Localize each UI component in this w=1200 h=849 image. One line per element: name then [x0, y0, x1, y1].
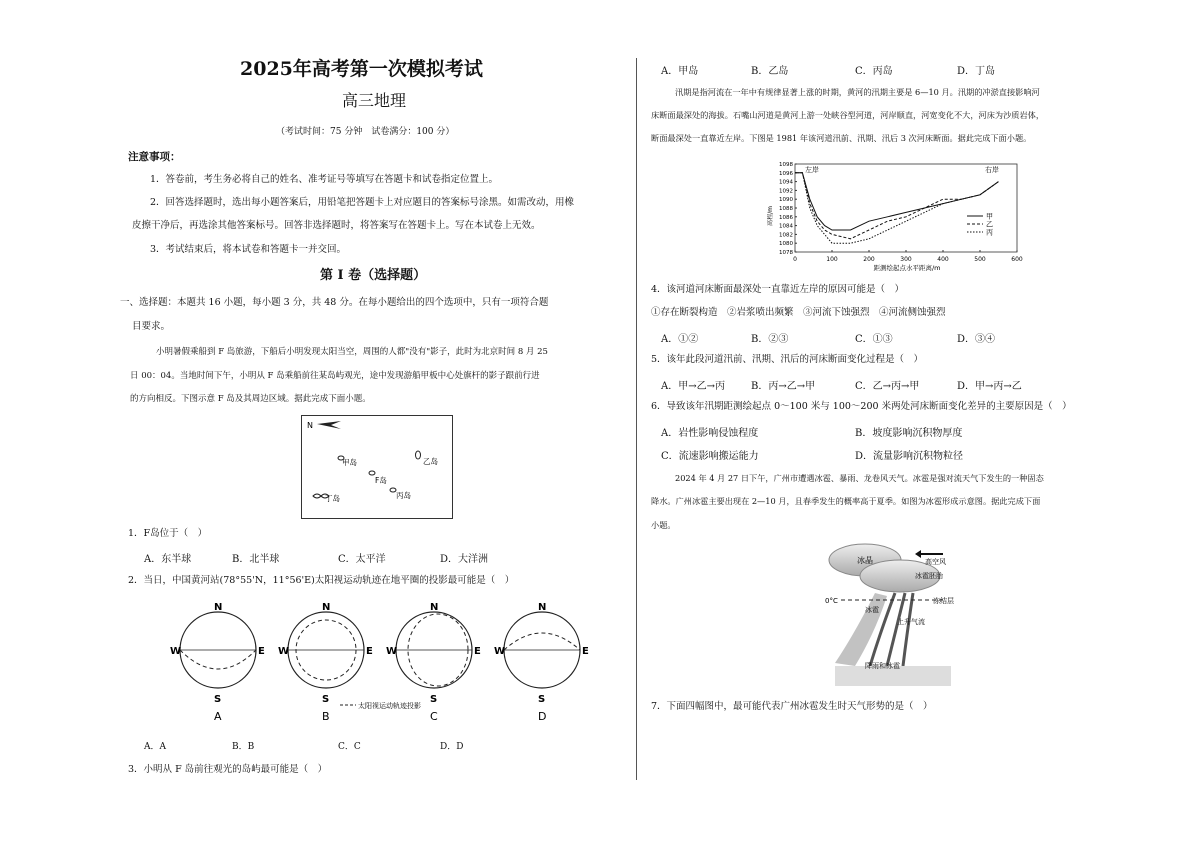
- notice-item-1: 1．答卷前，考生务必将自己的姓名、准考证号等填写在答题卡和试卷指定位置上。: [150, 174, 499, 185]
- q1-option-b[interactable]: B．北半球: [232, 554, 280, 565]
- label-embryo: 冰雹胚胎: [915, 572, 943, 580]
- q6-option-c[interactable]: C．流速影响搬运能力: [661, 451, 759, 462]
- map-north-label: N: [307, 421, 313, 430]
- notice-item-3: 3．考试结束后，将本试卷和答题卡一并交回。: [150, 244, 347, 255]
- sun-path-d-letter: D: [538, 710, 547, 723]
- q3-option-b[interactable]: B．乙岛: [751, 66, 789, 77]
- hail-diagram: [825, 538, 965, 690]
- q2-option-a[interactable]: A．A: [144, 742, 166, 752]
- q6-option-b[interactable]: B．坡度影响沉积物厚度: [855, 428, 963, 439]
- svg-text:E: E: [366, 646, 373, 657]
- exam-meta: （考试时间：75 分钟 试卷满分：100 分）: [276, 127, 455, 137]
- map-frame: [302, 416, 453, 519]
- rain-band: [835, 593, 887, 666]
- label-updraft: 上升气流: [897, 618, 925, 626]
- x-tick-label: 0: [793, 256, 797, 263]
- svg-text:W: W: [278, 646, 290, 657]
- legend-label: 乙: [986, 220, 993, 229]
- q2-option-c[interactable]: C．C: [338, 742, 361, 752]
- svg-text:E: E: [258, 646, 265, 657]
- section-title: 第 I 卷（选择题）: [320, 268, 427, 283]
- sun-path-a-letter: A: [214, 710, 222, 723]
- q4-option-a[interactable]: A．①②: [661, 334, 699, 345]
- svg-text:S: S: [322, 694, 330, 705]
- exam-title: 2025年高考第一次模拟考试: [240, 58, 483, 80]
- q5-option-b[interactable]: B．丙→乙→甲: [751, 381, 816, 392]
- q4-option-d[interactable]: D．③④: [957, 334, 996, 345]
- q1-option-a[interactable]: A．东半球: [144, 554, 192, 565]
- exam-subject: 高三地理: [342, 91, 407, 110]
- x-tick-label: 200: [863, 256, 875, 263]
- q3-stem: 3．小明从 F 岛前往观光的岛屿最可能是（ ）: [128, 764, 328, 775]
- q1-option-d[interactable]: D．大洋洲: [440, 554, 489, 565]
- q4-items: ①存在断裂构造 ②岩浆喷出频繁 ③河流下蚀强烈 ④河流侧蚀强烈: [651, 307, 946, 318]
- x-tick-label: 300: [900, 256, 912, 263]
- svg-text:E: E: [474, 646, 481, 657]
- svg-text:E: E: [582, 646, 589, 657]
- island-f-label: F岛: [375, 476, 387, 485]
- passage3-b: 降水。广州冰雹主要出现在 2—10 月，且春季发生的概率高于夏季。如图为冰雹形成示意图。据此完成下面: [651, 496, 1041, 506]
- q4-stem: 4．该河道河床断面最深处一直靠近左岸的原因可能是（ ）: [651, 284, 905, 295]
- passage1-c: 的方向相反。下图示意 F 岛及其周边区域。据此完成下面小题。: [130, 394, 371, 404]
- sun-path-legend: 太阳视运动轨迹投影: [358, 702, 421, 710]
- q2-stem: 2．当日，中国黄河站(78°55'N，11°56'E)太阳视运动轨迹在地平圈的投影最可能是（ ）: [128, 575, 515, 586]
- passage1-b: 日 00：04。当地时间下午，小明从 F 岛乘船前往某岛屿观光，途中发现游船甲板中心处旗杆的影子跟前行进: [130, 371, 540, 381]
- q5-option-a[interactable]: A．甲→乙→丙: [661, 381, 725, 392]
- svg-text:W: W: [494, 646, 506, 657]
- x-tick-label: 100: [826, 256, 838, 263]
- q3-option-d[interactable]: D．丁岛: [957, 66, 996, 77]
- notice-heading: 注意事项：: [128, 151, 181, 163]
- left-bank-label: 左岸: [805, 166, 819, 174]
- passage2-a: 汛期是指河流在一年中有规律显著上涨的时期，黄河的汛期主要是 6—10 月。汛期的冲淤直接影响河: [675, 87, 1040, 97]
- svg-text:S: S: [430, 694, 438, 705]
- y-tick-label: 1080: [779, 241, 793, 248]
- q6-option-a[interactable]: A．岩性影响侵蚀程度: [661, 428, 759, 439]
- y-tick-label: 1078: [779, 250, 793, 256]
- svg-text:N: N: [214, 602, 223, 613]
- svg-text:N: N: [322, 602, 331, 613]
- q1-stem: 1．F岛位于（ ）: [128, 528, 208, 539]
- x-tick-label: 500: [974, 256, 986, 263]
- island-yi-label: 乙岛: [423, 457, 438, 466]
- island-map: [301, 415, 453, 519]
- sun-path-a: [170, 602, 265, 723]
- q7-stem: 7．下面四幅图中，最可能代表广州冰雹发生时天气形势的是（ ）: [651, 701, 933, 712]
- section-intro-b: 目要求。: [132, 321, 171, 332]
- y-tick-label: 1084: [779, 223, 793, 230]
- plot-frame: [795, 164, 1017, 252]
- y-tick-label: 1086: [779, 214, 793, 221]
- svg-text:W: W: [170, 646, 182, 657]
- y-tick-label: 1098: [779, 162, 793, 168]
- y-tick-label: 1092: [779, 188, 793, 195]
- island-bing-label: 丙岛: [396, 491, 411, 500]
- y-axis-label: 高程/m: [767, 206, 774, 226]
- label-wind: 高空风: [925, 558, 946, 566]
- passage1-a: 小明暑假乘船到 F 岛旅游，下船后小明发现太阳当空，周围的人都"没有"影子，此时为北京时间 8 月 25: [156, 347, 548, 357]
- q2-option-b[interactable]: B．B: [232, 742, 255, 752]
- riverbed-chart: [767, 156, 1027, 274]
- y-tick-label: 1088: [779, 206, 793, 212]
- passage2-b: 床断面最深处的海拔。石嘴山河道是黄河上游一处峡谷型河道，河岸顺直，河宽变化不大，河床为沙质岩体，: [651, 110, 1045, 120]
- q4-option-c[interactable]: C．①③: [855, 334, 893, 345]
- q2-option-d[interactable]: D．D: [440, 742, 464, 752]
- q3-option-c[interactable]: C．丙岛: [855, 66, 893, 77]
- x-axis-label: 距测绘起点水平距离/m: [873, 264, 941, 272]
- chart-legend: [967, 213, 993, 237]
- q3-option-a[interactable]: A．甲岛: [661, 66, 699, 77]
- notice-item-2a: 2．回答选择题时，选出每小题答案后，用铅笔把答题卡上对应题目的答案标号涂黑。如需改动，用橡: [150, 197, 575, 208]
- notice-item-2b: 皮擦干净后，再选涂其他答案标号。回答非选择题时，将答案写在答题卡上。写在本试卷上无效。: [132, 220, 541, 231]
- passage3-c: 小题。: [651, 520, 676, 530]
- q5-stem: 5．该年此段河道汛前、汛期、汛后的河床断面变化过程是（ ）: [651, 354, 924, 365]
- y-tick-label: 1096: [779, 170, 793, 177]
- svg-text:N: N: [430, 602, 439, 613]
- series-line-甲: [795, 173, 999, 230]
- label-rain: 降雨和冰雹: [865, 662, 900, 670]
- q6-stem: 6．导致该年汛期距测绘起点 0～100 米与 100～200 米两处河床断面变化差异的主要原因是（ ）: [651, 401, 1072, 412]
- svg-text:N: N: [538, 602, 547, 613]
- y-tick-label: 1082: [779, 232, 793, 239]
- passage2-c: 断面最深处一直靠近左岸。下图是 1981 年该河道汛前、汛期、汛后 3 次河床断面。据此完成下面小题。: [651, 133, 1032, 143]
- series-line-丙: [795, 173, 999, 243]
- label-ice: 冰晶: [857, 556, 873, 565]
- right-bank-label: 右岸: [985, 166, 999, 174]
- label-zero: 0°C: [825, 597, 838, 605]
- svg-text:S: S: [214, 694, 222, 705]
- sun-path-c-letter: C: [430, 710, 438, 723]
- updraft-arrow-3: [903, 593, 913, 666]
- island-jia-label: 甲岛: [342, 458, 357, 467]
- legend-label: 甲: [986, 212, 993, 221]
- q5-option-d[interactable]: D．甲→丙→乙: [957, 381, 1022, 392]
- sun-path-diagrams: [170, 598, 590, 728]
- x-tick-label: 600: [1011, 256, 1023, 263]
- q6-option-d[interactable]: D．流量影响沉积物粒径: [855, 451, 964, 462]
- series-line-乙: [795, 173, 999, 239]
- label-hail: 冰雹: [865, 606, 879, 614]
- column-divider: [636, 58, 637, 780]
- sun-path-d: [494, 602, 589, 723]
- passage3-a: 2024 年 4 月 27 日下午，广州市遭遇冰雹、暴雨、龙卷风天气。冰雹是强对流天气下发生的一种固态: [675, 473, 1044, 483]
- sun-path-b-letter: B: [322, 710, 330, 723]
- q5-option-c[interactable]: C．乙→丙→甲: [855, 381, 920, 392]
- svg-text:W: W: [386, 646, 398, 657]
- label-freeze: 冻结层: [933, 597, 954, 605]
- svg-text:S: S: [538, 694, 546, 705]
- island-ding-label: 丁岛: [325, 494, 340, 503]
- legend-label: 丙: [986, 228, 993, 237]
- y-tick-label: 1090: [779, 197, 793, 204]
- x-tick-label: 400: [937, 256, 949, 263]
- section-intro-a: 一、选择题：本题共 16 小题，每小题 3 分，共 48 分。在每小题给出的四个选项中，只有一项符合题: [120, 297, 549, 308]
- q1-option-c[interactable]: C．太平洋: [338, 554, 386, 565]
- y-tick-label: 1094: [779, 179, 793, 186]
- q4-option-b[interactable]: B．②③: [751, 334, 789, 345]
